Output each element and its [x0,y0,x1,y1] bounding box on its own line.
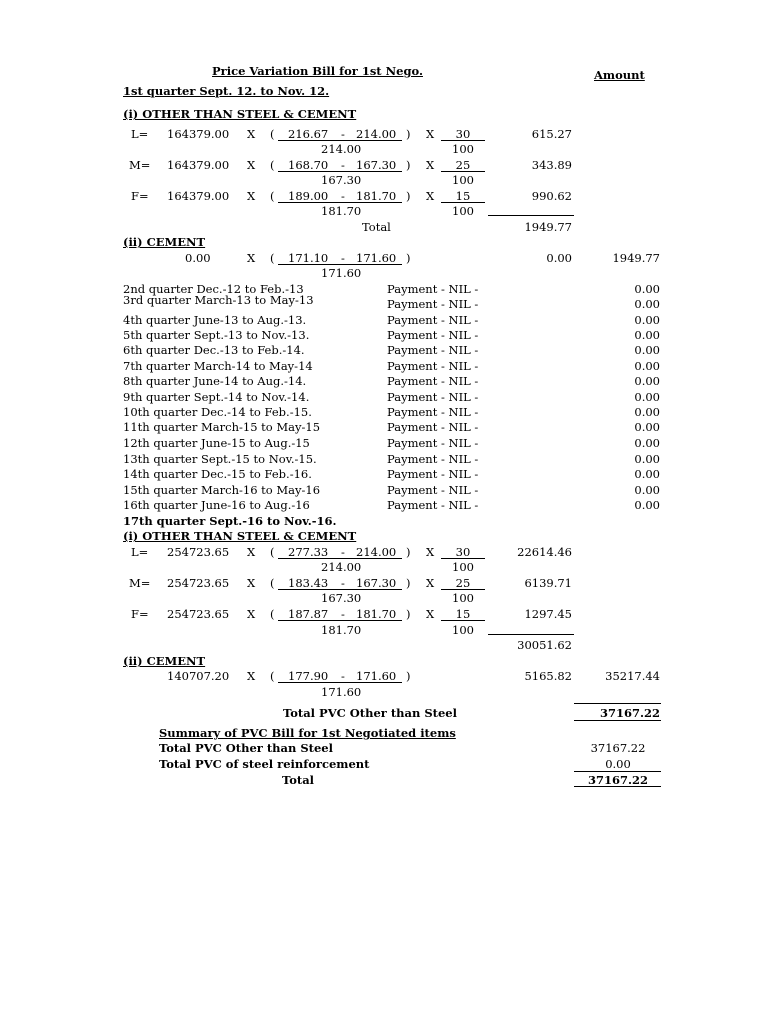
base-index: 171.60 [356,251,397,265]
payment-status: Payment - NIL - [387,328,479,342]
base-amount: 254723.65 [167,607,230,621]
summary-title: Summary of PVC Bill for 1st Negotiated items [159,726,456,740]
minus-sign: - [341,669,345,683]
percent-divisor: 100 [452,173,474,187]
base-index: 214.00 [356,545,397,559]
quarter-name: 3rd quarter March-13 to May-13 [123,293,314,307]
quarter-name: 9th quarter Sept.-14 to Nov.-14. [123,390,310,404]
summary-total-value: 37167.22 [587,773,648,787]
cement-base-amount: 140707.20 [167,669,230,683]
fraction-bar [278,558,402,559]
close-paren: ) [406,189,411,203]
current-index: 189.00 [288,189,329,203]
fraction-bar [278,202,402,203]
payment-status: Payment - NIL - [387,374,479,388]
minus-sign: - [341,545,345,559]
quarter-amount: 0.00 [634,467,660,481]
fraction-bar [441,140,485,141]
percent-divisor: 100 [452,560,474,574]
quarter-name: 16th quarter June-16 to Aug.-16 [123,498,310,512]
close-paren: ) [406,576,411,590]
quarter-name: 14th quarter Dec.-15 to Feb.-16. [123,467,312,481]
fraction-bar [441,620,485,621]
summary-total-label: Total [282,773,315,787]
base-amount: 164379.00 [167,158,230,172]
factor-result: 6139.71 [524,576,572,590]
fraction-bar [278,589,402,590]
multiply-sign: X [247,545,256,559]
multiply-sign: X [247,189,256,203]
open-paren: ( [270,158,275,172]
summary-line-value: 37167.22 [590,741,646,755]
payment-status: Payment - NIL - [387,436,479,450]
close-paren: ) [406,669,411,683]
q17-section-other-than-steel: (i) OTHER THAN STEEL & CEMENT [123,529,357,543]
divisor-index: 214.00 [321,560,362,574]
close-paren: ) [406,607,411,621]
payment-status: Payment - NIL - [387,483,479,497]
open-paren: ( [270,251,275,265]
divisor-index: 181.70 [321,623,362,637]
weight-percent: 15 [455,607,471,621]
close-paren: ) [406,158,411,172]
quarter-name: 15th quarter March-16 to May-16 [123,483,321,497]
multiply-sign: X [247,607,256,621]
divisor-index: 181.70 [321,204,362,218]
fraction-bar [278,171,402,172]
quarter-name: 6th quarter Dec.-13 to Feb.-14. [123,343,305,357]
payment-status: Payment - NIL - [387,313,479,327]
percent-divisor: 100 [452,591,474,605]
quarter-name: 2nd quarter Dec.-12 to Feb.-13 [123,282,304,296]
minus-sign: - [341,576,345,590]
multiply-sign: X [247,576,256,590]
fraction-bar [441,558,485,559]
current-index: 187.87 [288,607,329,621]
minus-sign: - [341,251,345,265]
quarter-1-title: 1st quarter Sept. 12. to Nov. 12. [123,84,330,98]
summary-line-value: 0.00 [605,757,631,771]
quarter-amount: 0.00 [634,405,660,419]
factor-result: 22614.46 [517,545,572,559]
close-paren: ) [406,251,411,265]
quarter-name: 8th quarter June-14 to Aug.-14. [123,374,307,388]
quarter-amount: 0.00 [634,452,660,466]
quarter-name: 10th quarter Dec.-14 to Feb.-15. [123,405,312,419]
percent-divisor: 100 [452,142,474,156]
base-index: 171.60 [356,669,397,683]
payment-status: Payment - NIL - [387,405,479,419]
total-rule [574,703,661,704]
weight-percent: 15 [455,189,471,203]
close-paren: ) [406,545,411,559]
quarter-amount: 0.00 [634,328,660,342]
q17-subtotal: 30051.62 [517,638,572,652]
close-paren: ) [406,127,411,141]
multiply-sign: X [426,127,435,141]
fraction-bar [441,202,485,203]
factor-result: 1297.45 [524,607,572,621]
weight-percent: 25 [455,158,471,172]
total-rule [488,215,574,216]
amount-column-header: Amount [594,68,645,82]
quarter-17-title: 17th quarter Sept.-16 to Nov.-16. [123,514,337,528]
q1-section-cement: (ii) CEMENT [123,235,206,249]
open-paren: ( [270,189,275,203]
current-index: 277.33 [288,545,329,559]
weight-percent: 30 [455,545,471,559]
factor-label: F= [131,189,149,203]
q1-section-other-than-steel: (i) OTHER THAN STEEL & CEMENT [123,107,357,121]
cement-result: 0.00 [546,251,572,265]
total-rule [574,720,661,721]
fraction-bar [441,171,485,172]
current-index: 171.10 [288,251,329,265]
payment-status: Payment - NIL - [387,467,479,481]
base-amount: 164379.00 [167,127,230,141]
total-rule [574,771,661,772]
multiply-sign: X [247,158,256,172]
payment-status: Payment - NIL - [387,498,479,512]
q1-amount: 1949.77 [612,251,660,265]
factor-result: 343.89 [531,158,572,172]
q17-section-cement: (ii) CEMENT [123,654,206,668]
fraction-bar [441,589,485,590]
multiply-sign: X [426,545,435,559]
quarter-amount: 0.00 [634,498,660,512]
multiply-sign: X [247,251,256,265]
divisor-index: 171.60 [321,685,362,699]
quarter-name: 7th quarter March-14 to May-14 [123,359,313,373]
quarter-name: 4th quarter June-13 to Aug.-13. [123,313,307,327]
factor-result: 615.27 [531,127,572,141]
divisor-index: 171.60 [321,266,362,280]
factor-label: M= [129,576,151,590]
open-paren: ( [270,127,275,141]
base-amount: 254723.65 [167,576,230,590]
divisor-index: 167.30 [321,173,362,187]
base-index: 181.70 [356,607,397,621]
quarter-name: 5th quarter Sept.-13 to Nov.-13. [123,328,310,342]
minus-sign: - [341,127,345,141]
quarter-name: 12th quarter June-15 to Aug.-15 [123,436,310,450]
quarter-amount: 0.00 [634,282,660,296]
payment-status: Payment - NIL - [387,420,479,434]
payment-status: Payment - NIL - [387,359,479,373]
payment-status: Payment - NIL - [387,282,479,296]
total-rule [488,634,574,635]
quarter-amount: 0.00 [634,483,660,497]
percent-divisor: 100 [452,623,474,637]
minus-sign: - [341,607,345,621]
quarter-amount: 0.00 [634,359,660,373]
open-paren: ( [270,545,275,559]
minus-sign: - [341,158,345,172]
base-index: 167.30 [356,158,397,172]
q1-total-label: Total [362,220,391,234]
multiply-sign: X [426,576,435,590]
base-amount: 164379.00 [167,189,230,203]
factor-label: F= [131,607,149,621]
cement-result: 5165.82 [524,669,572,683]
base-index: 214.00 [356,127,397,141]
current-index: 177.90 [288,669,329,683]
open-paren: ( [270,576,275,590]
base-index: 167.30 [356,576,397,590]
q17-amount: 35217.44 [605,669,660,683]
quarter-name: 13th quarter Sept.-15 to Nov.-15. [123,452,317,466]
multiply-sign: X [247,669,256,683]
total-pvc-label: Total PVC Other than Steel [283,706,457,720]
weight-percent: 30 [455,127,471,141]
quarter-amount: 0.00 [634,343,660,357]
fraction-bar [278,682,402,683]
base-index: 181.70 [356,189,397,203]
summary-line-label: Total PVC Other than Steel [159,741,333,755]
factor-label: L= [131,127,149,141]
factor-label: L= [131,545,149,559]
total-rule [574,786,661,787]
payment-status: Payment - NIL - [387,343,479,357]
quarter-amount: 0.00 [634,390,660,404]
multiply-sign: X [426,158,435,172]
quarter-amount: 0.00 [634,313,660,327]
factor-label: M= [129,158,151,172]
total-pvc-value: 37167.22 [599,706,660,720]
summary-line-label: Total PVC of steel reinforcement [159,757,370,771]
base-amount: 254723.65 [167,545,230,559]
payment-status: Payment - NIL - [387,390,479,404]
cement-base-amount: 0.00 [185,251,211,265]
payment-status: Payment - NIL - [387,452,479,466]
divisor-index: 167.30 [321,591,362,605]
current-index: 168.70 [288,158,329,172]
fraction-bar [278,264,402,265]
minus-sign: - [341,189,345,203]
percent-divisor: 100 [452,204,474,218]
weight-percent: 25 [455,576,471,590]
bill-title: Price Variation Bill for 1st Nego. [212,64,423,78]
quarter-name: 11th quarter March-15 to May-15 [123,420,321,434]
q1-subtotal: 1949.77 [524,220,572,234]
open-paren: ( [270,607,275,621]
multiply-sign: X [426,189,435,203]
divisor-index: 214.00 [321,142,362,156]
quarter-amount: 0.00 [634,436,660,450]
quarter-amount: 0.00 [634,374,660,388]
multiply-sign: X [426,607,435,621]
factor-result: 990.62 [531,189,572,203]
quarter-amount: 0.00 [634,420,660,434]
open-paren: ( [270,669,275,683]
quarter-amount: 0.00 [634,297,660,311]
fraction-bar [278,140,402,141]
current-index: 183.43 [288,576,329,590]
multiply-sign: X [247,127,256,141]
current-index: 216.67 [288,127,329,141]
payment-status: Payment - NIL - [387,297,479,311]
fraction-bar [278,620,402,621]
